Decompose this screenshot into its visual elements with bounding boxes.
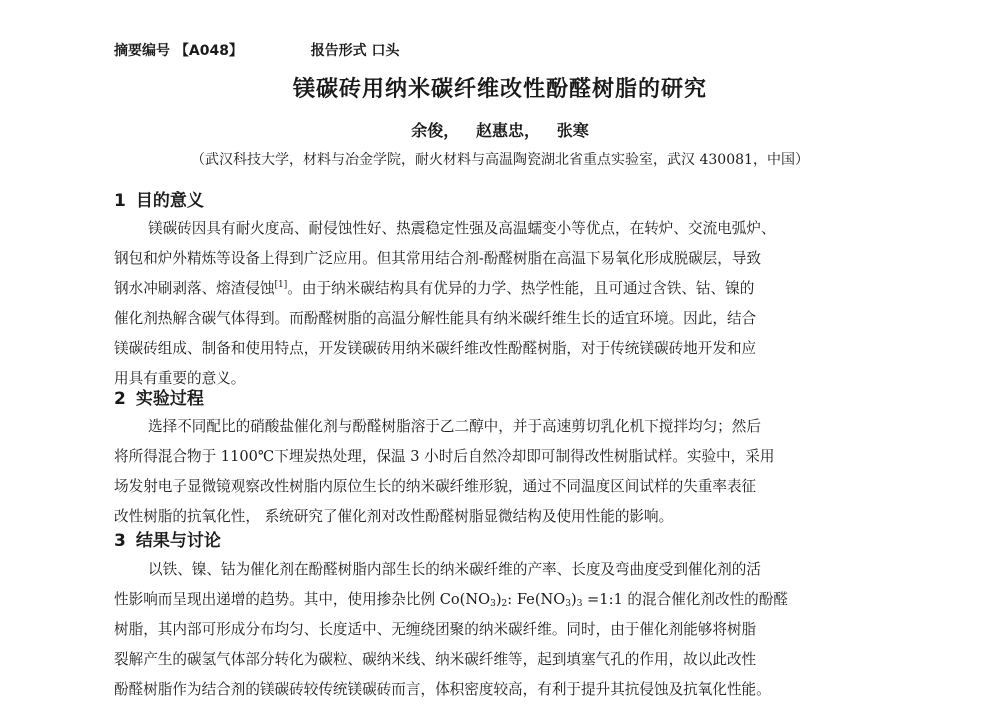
section-heading	[114, 186, 204, 211]
text-line: 以铁、镍、钴为催化剂在酚醛树脂内部生长的纳米碳纤维的产率、长度及弯曲度受到催化剂的活	[148, 561, 761, 578]
text-span: 性影响而呈现出递增的趋势。其中，使用掺杂比例	[114, 591, 440, 608]
report-format: 报告形式 口头	[310, 43, 400, 59]
section-body	[114, 412, 904, 532]
section-number: 2	[114, 389, 126, 409]
author-list: 余俊， 赵惠忠， 张寒	[411, 121, 589, 140]
text-line: 催化剂热解含碳气体得到。而酚醛树脂的高温分解性能具有纳米碳纤维生长的适宜环境。因此，结合	[114, 310, 757, 327]
section-heading	[114, 384, 204, 409]
section-number: 3	[114, 531, 126, 551]
text-line: 改性树脂的抗氧化性， 系统研究了催化剂对改性酚醛树脂显微结构及使用性能的影响。	[114, 508, 674, 525]
abstract-meta	[114, 40, 400, 60]
text-line: 镁碳砖组成、制备和使用特点，开发镁碳砖用纳米碳纤维改性酚醛树脂，对于传统镁碳砖地开发和应	[114, 340, 757, 357]
text-line: 酚醛树脂作为结合剂的镁碳砖较传统镁碳砖而言，体积密度较高，有利于提升其抗侵蚀及抗氧化性能。	[114, 681, 771, 698]
text-line: 钢包和炉外精炼等设备上得到广泛应用。但其常用结合剂-酚醛树脂在高温下易氧化形成脱碳层，导致	[114, 250, 762, 267]
section-title: 目的意义	[135, 191, 204, 211]
text-line: 选择不同配比的硝酸盐催化剂与酚醛树脂溶于乙二醇中，并于高速剪切乳化机下搅拌均匀；然后	[148, 418, 761, 435]
citation-marker: [1]	[274, 280, 288, 290]
text-line: 将所得混合物于 1100℃下埋炭热处理，保温 3 小时后自然冷却即可制得改性树脂试样。实验中，采用	[114, 448, 775, 465]
affiliation: （武汉科技大学，材料与冶金学院，耐火材料与高温陶瓷湖北省重点实验室，武汉 430081，中国）	[191, 152, 809, 168]
section-title: 结果与讨论	[135, 531, 221, 551]
text-line: 树脂，其内部可形成分布均匀、长度适中、无缠绕团聚的纳米碳纤维。同时，由于催化剂能够将树脂	[114, 621, 757, 638]
paper-title: 镁碳砖用纳米碳纤维改性酚醛树脂的研究	[292, 77, 707, 102]
text-line: 裂解产生的碳氢气体部分转化为碳粒、碳纳米线、纳米碳纤维等，起到填塞气孔的作用，故以此改性	[114, 651, 757, 668]
abstract-label: 摘要编号	[114, 43, 170, 59]
text-line: 用具有重要的意义。	[114, 370, 246, 387]
section-body	[114, 555, 904, 705]
text-line	[114, 585, 904, 615]
text-span: 的混合催化剂改性的酚醛	[622, 591, 788, 608]
section-number: 1	[114, 191, 126, 211]
text-line: 镁碳砖因具有耐火度高、耐侵蚀性好、热震稳定性强及高温蠕变小等优点，在转炉、交流电弧炉、	[148, 220, 776, 237]
text-line: 场发射电子显微镜观察改性树脂内原位生长的纳米碳纤维形貌，通过不同温度区间试样的失重率表征	[114, 478, 757, 495]
text-line	[114, 274, 904, 304]
chemical-formula: $Co(NO_3)_2$: $Fe(NO_3)_3$ =1:1	[439, 591, 623, 609]
section-title: 实验过程	[135, 389, 204, 409]
text-span: 钢水冲刷剥落、熔渣侵蚀	[114, 280, 275, 297]
section-body	[114, 214, 904, 394]
abstract-code: 【A048】	[174, 43, 243, 59]
section-heading	[114, 526, 221, 551]
text-span: 。由于纳米碳结构具有优异的力学、热学性能，且可通过含铁、钴、镍的	[287, 280, 755, 297]
